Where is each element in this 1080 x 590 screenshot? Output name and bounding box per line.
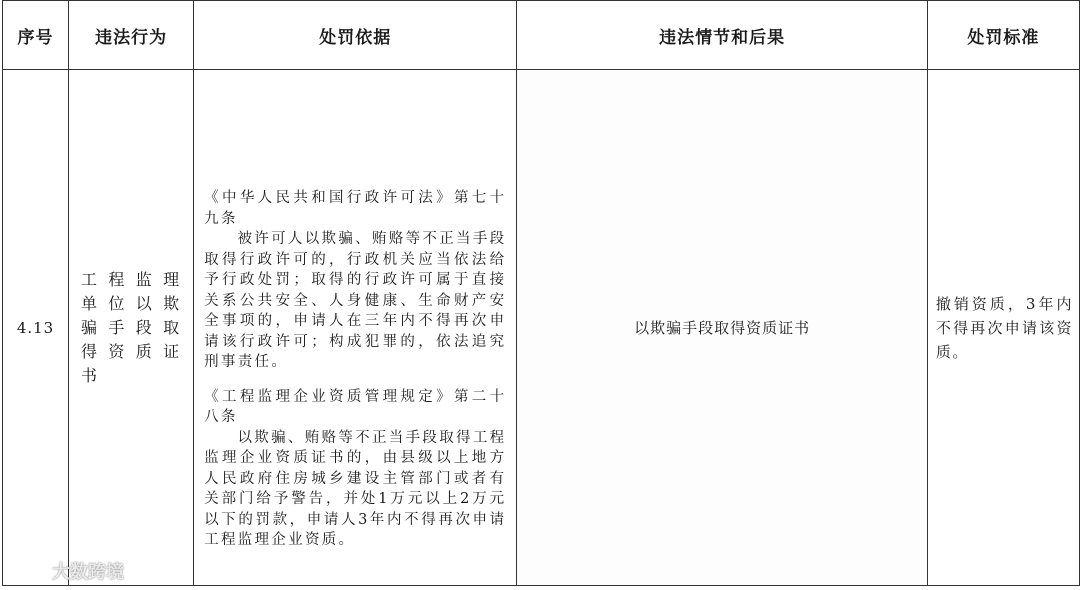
penalty-table [2, 0, 1080, 586]
basis-regulation-title: 《工程监理企业资质管理规定》第二十八条 [204, 388, 507, 425]
header-act: 违法行为 [69, 1, 194, 70]
watermark-text: 大数跨境 [52, 562, 124, 583]
standard-text: 撤销资质，3年内不得再次申请该资质。 [935, 294, 1073, 361]
header-no: 序号 [3, 1, 69, 70]
cell-no: 4.13 [3, 70, 69, 586]
cell-act [69, 70, 194, 586]
header-circumstances: 违法情节和后果 [517, 1, 927, 70]
cell-standard [927, 70, 1079, 586]
basis-regulation-text: 以欺骗、贿赂等不正当手段取得工程监理企业资质证书的，由县级以上地方人民政府住房城乡建设主管部门或者有关部门给予警告，并处1万元以上2万元以下的罚款，申请人3年内不得再次申请工程监理企业资质。 [204, 429, 507, 548]
table-row [3, 70, 1080, 586]
basis-law-title: 《中华人民共和国行政许可法》第七十九条 [204, 190, 507, 227]
act-text: 工程监理单位以欺骗手段取得资质证书 [81, 269, 186, 385]
header-standard: 处罚标准 [927, 1, 1079, 70]
header-basis: 处罚依据 [194, 1, 517, 70]
header-row [3, 1, 1080, 70]
cell-basis [194, 70, 517, 586]
basis-law-text: 被许可人以欺骗、贿赂等不正当手段取得行政许可的，行政机关应当依法给予行政处罚；取得的行政许可属于直接关系公共安全、人身健康、生命财产安全事项的，申请人在三年内不得再次申请该行政许可；构成犯罪的，依法追究刑事责任。 [204, 231, 507, 370]
cell-circumstances: 以欺骗手段取得资质证书 [517, 70, 927, 586]
